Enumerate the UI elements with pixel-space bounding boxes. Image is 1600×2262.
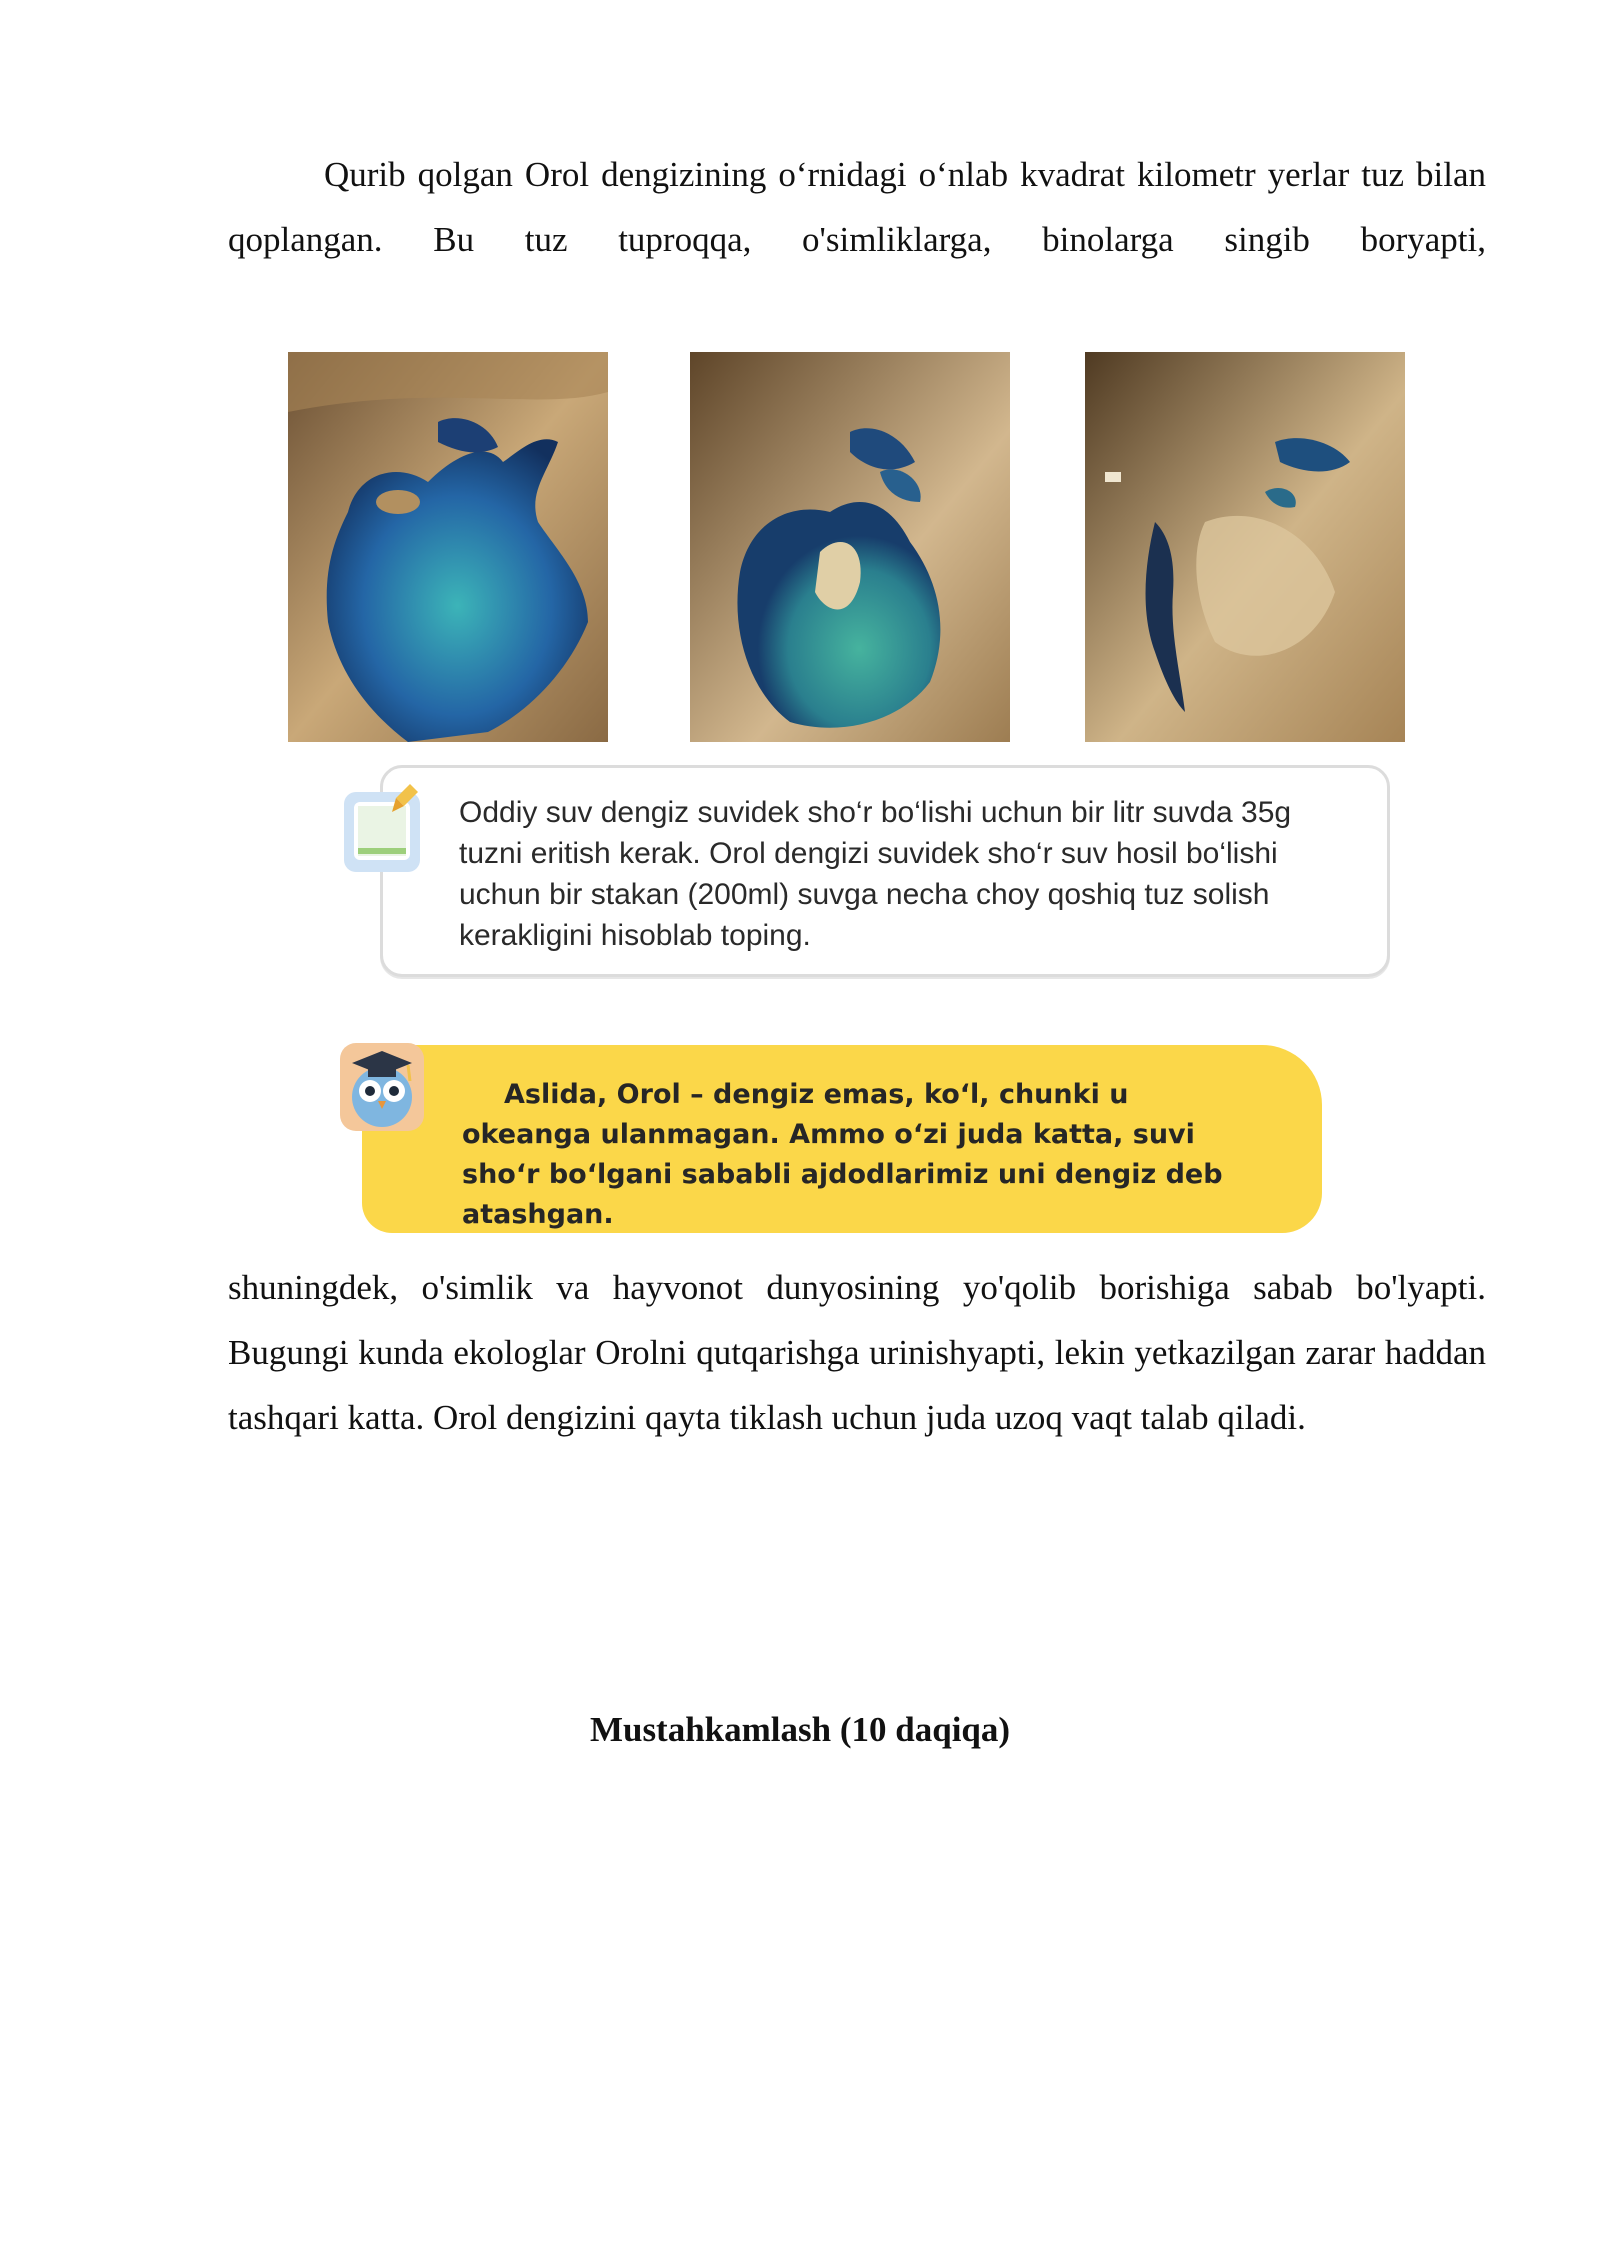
fact-box: [362, 1045, 1322, 1233]
section-heading: Mustahkamlash (10 daqiqa): [589, 1710, 1011, 1749]
aral-sea-satellite-image-2: [690, 352, 1010, 742]
paragraph-top: Qurib qolgan Orol dengizining o‘rnidagi o‘nlab kvadrat kilometr yerlar tuz bilan qoplangan. Bu tuz tuproqqa, o'simliklarga, binolarga singib boryapti,: [228, 155, 1486, 259]
paragraph-bottom: shuningdek, o'simlik va hayvonot dunyosining yo'qolib borishiga sabab bo'lyapti. Bugungi kunda ekologlar Orolni qutqarishga urinishyapti, lekin yetkazilgan zarar haddan tashqari katta. Orol dengizini qayta tiklash uchun juda uzoq vaqt talab qiladi.: [228, 1268, 1486, 1437]
aral-sea-satellite-image-1: [288, 352, 608, 742]
aral-sea-satellite-image-3: [1085, 352, 1405, 742]
notepad-pencil-icon: [340, 778, 428, 878]
fact-text: Aslida, Orol – dengiz emas, ko‘l, chunki u okeanga ulanmagan. Ammo o‘zi juda katta, suvi sho‘r bo‘lgani sababli ajdodlarimiz uni dengiz deb atashgan.: [462, 1079, 1223, 1230]
task-text: Oddiy suv dengiz suvidek sho‘r bo‘lishi uchun bir litr suvda 35g tuzni eritish kerak. Orol dengizi suvidek sho‘r suv hosil bo‘lishi uchun bir stakan (200ml) suvga necha choy qoshiq tuz solish kerakligini hisoblab toping.: [459, 796, 1292, 952]
task-box: [380, 765, 1390, 977]
owl-graduate-icon: [338, 1035, 428, 1135]
